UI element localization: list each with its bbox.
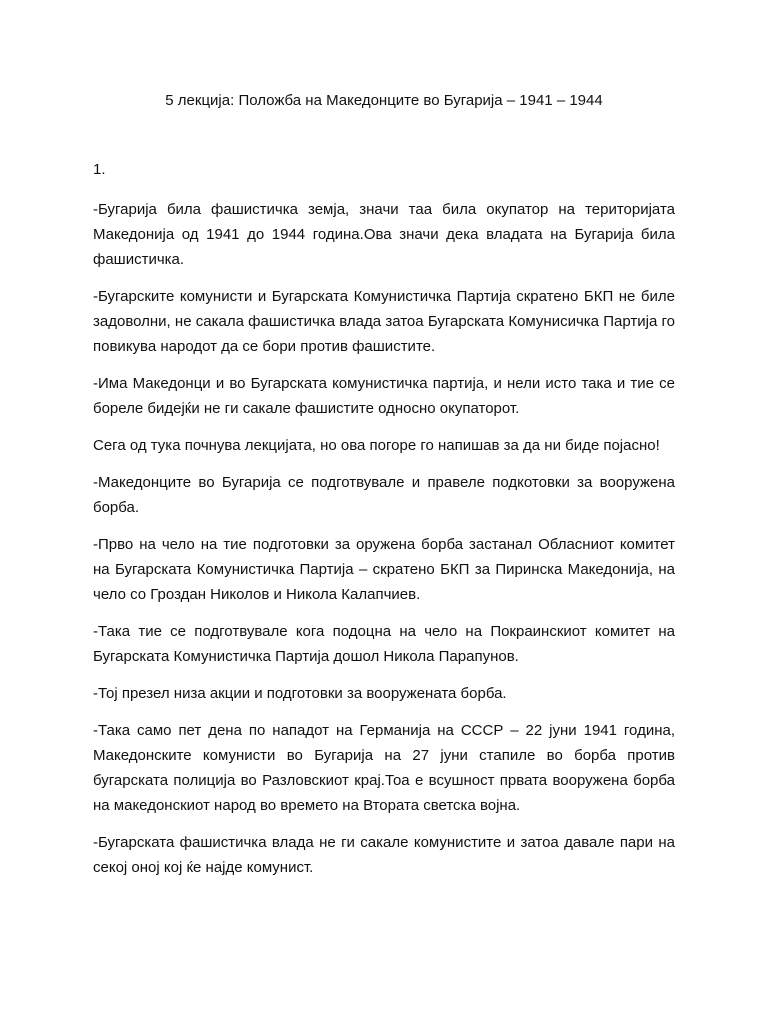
paragraph: -Македонците во Бугарија се подготвувале и правеле подкотовки за вооружена борба. [93, 474, 675, 516]
paragraph: -Бугарија била фашистичка земја, значи таа била окупатор на територијата Македонија од 1941 до 1944 година.Ова значи дека владата на Бугарија била фашистичка. [93, 201, 675, 268]
paragraph: -Има Македонци и во Бугарската комунистичка партија, и нели исто така и тие се бореле бидејќи не ги сакале фашистите односно окупаторот. [93, 375, 675, 417]
paragraph: Сега од тука почнува лекцијата, но ова погоре го напишав за да ни биде појасно! [93, 437, 660, 454]
paragraph: -Бугарската фашистичка влада не ги сакале комунистите и затоа давале пари на секој оној кој ќе најде комунист. [93, 834, 675, 876]
paragraph: -Бугарските комунисти и Бугарската Комунистичка Партија скратено БКП не биле задоволни, не сакала фашистичка влада затоа Бугарската Комунисичка Партија го повикува народот да се бори против фашистите. [93, 288, 675, 355]
paragraph: -Така тие се подготвувале кога подоцна на чело на Покраинскиот комитет на Бугарската Комунистичка Партија дошол Никола Парапунов. [93, 623, 675, 665]
section-number: 1. [93, 161, 106, 178]
paragraph: -Тој презел низа акции и подготовки за вооружената борба. [93, 685, 507, 702]
paragraph: -Така само пет дена по нападот на Германија на СССР – 22 јуни 1941 година, Македонските комунисти во Бугарија на 27 јуни стапиле во борба против бугарската полиција во Разловскиот крај.Тоа е всушност првата вооружена борба на македонскиот народ во времето на Втората светска војна. [93, 722, 675, 814]
paragraph: -Прво на чело на тие подготовки за оружена борба застанал Обласниот комитет на Бугарската Комунистичка Партија – скратено БКП за Пиринска Македонија, на чело со Гроздан Николов и Никола Калапчиев. [93, 536, 675, 603]
document-title: 5 лекција: Положба на Македонците во Бугарија – 1941 – 1944 [165, 92, 603, 109]
